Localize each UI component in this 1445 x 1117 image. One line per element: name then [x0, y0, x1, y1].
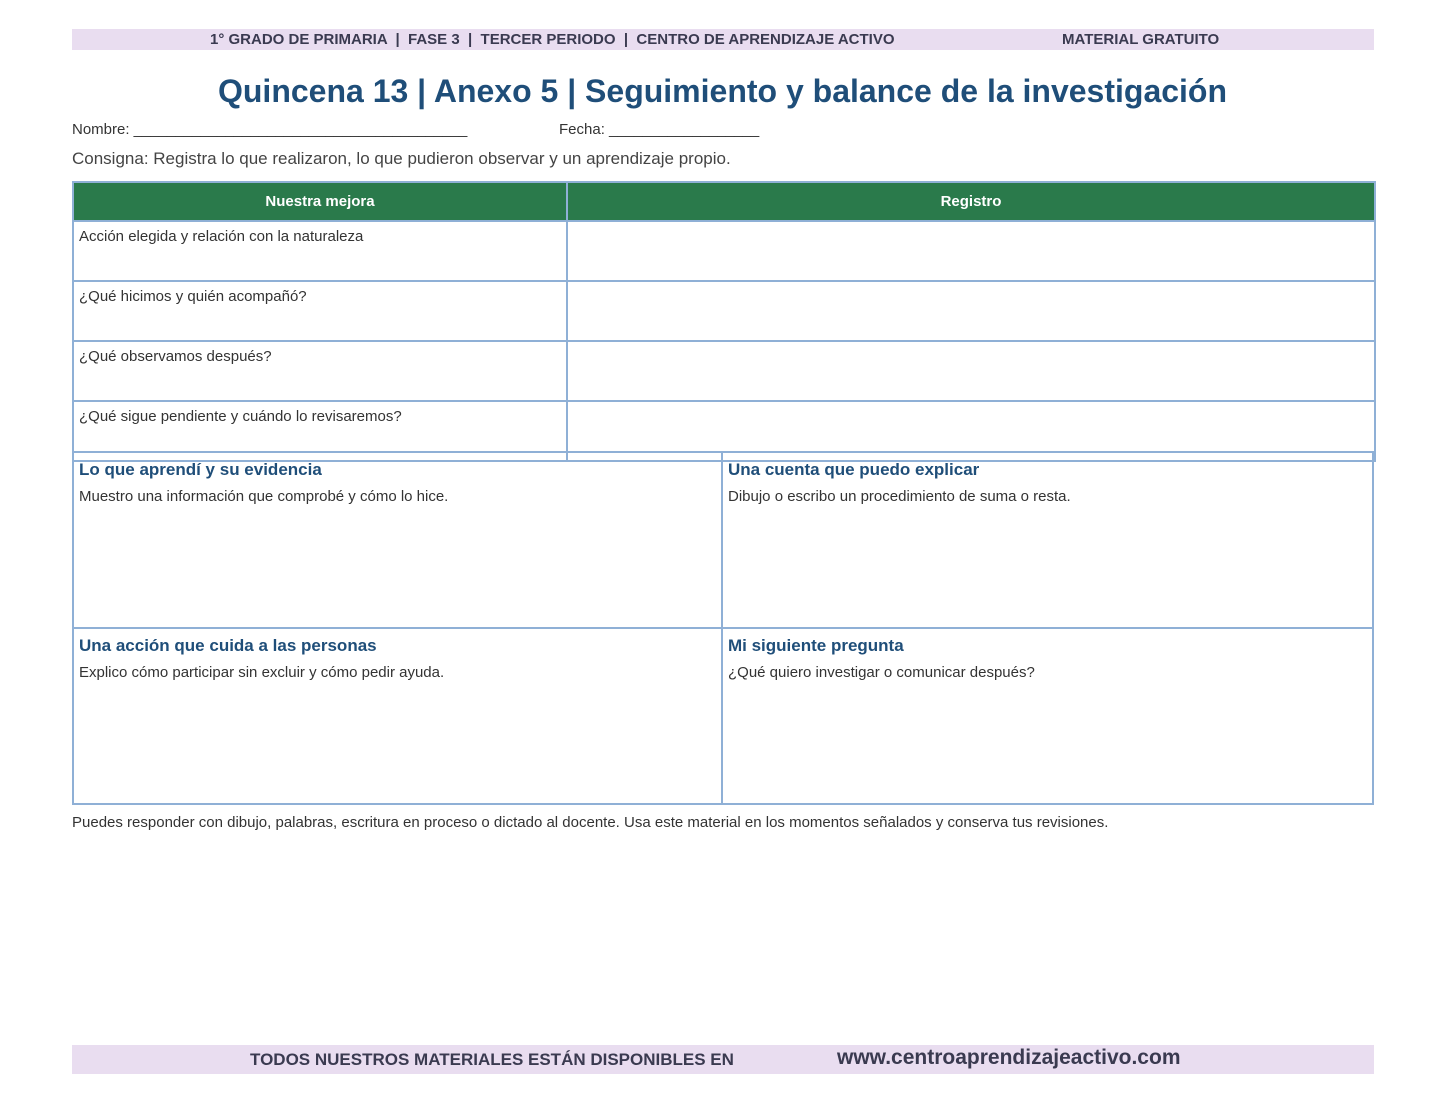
tracking-table	[72, 181, 1376, 462]
box-learned-evidence[interactable]	[74, 453, 723, 629]
table-row	[73, 221, 1375, 281]
registro-cell[interactable]	[567, 281, 1375, 341]
footer-band	[72, 1045, 1374, 1074]
row-label: ¿Qué hicimos y quién acompañó?	[73, 281, 567, 341]
registro-cell[interactable]	[567, 341, 1375, 401]
box-heading: Mi siguiente pregunta	[728, 636, 904, 655]
column-header-mejora: Nuestra mejora	[73, 182, 567, 221]
name-field[interactable]: Nombre: ________________________________________	[72, 121, 468, 138]
box-care-action[interactable]	[74, 629, 723, 803]
page-title: Quincena 13 | Anexo 5 | Seguimiento y balance de la investigación	[217, 73, 1228, 109]
instruction-text: Consigna: Registra lo que realizaron, lo que pudieron observar y un aprendizaje propio.	[72, 149, 731, 168]
column-header-registro: Registro	[567, 182, 1375, 221]
box-heading: Lo que aprendí y su evidencia	[79, 460, 322, 479]
header-band	[72, 29, 1374, 50]
box-text: Dibujo o escribo un procedimiento de suma o resta.	[728, 488, 1071, 505]
footer-note: Puedes responder con dibujo, palabras, escritura en proceso o dictado al docente. Usa este material en los momentos señalados y conserva tus revisiones.	[72, 814, 1109, 831]
row-label: ¿Qué observamos después?	[73, 341, 567, 401]
box-text: ¿Qué quiero investigar o comunicar después?	[728, 664, 1035, 681]
row-label: Acción elegida y relación con la naturaleza	[73, 221, 567, 281]
header-free-label: MATERIAL GRATUITO	[1062, 31, 1220, 48]
footer-availability-text: TODOS NUESTROS MATERIALES ESTÁN DISPONIBLES EN	[250, 1050, 734, 1069]
table-row	[73, 281, 1375, 341]
table-header-row	[73, 182, 1375, 221]
box-text: Muestro una información que comprobé y cómo lo hice.	[79, 488, 449, 505]
date-field[interactable]: Fecha: __________________	[559, 121, 760, 138]
box-text: Explico cómo participar sin excluir y cómo pedir ayuda.	[79, 664, 445, 681]
footer-url-link[interactable]: www.centroaprendizajeactivo.com	[837, 1046, 1181, 1069]
box-math-explain[interactable]	[723, 453, 1372, 629]
row-label: ¿Qué sigue pendiente y cuándo lo revisaremos?	[73, 401, 567, 461]
box-heading: Una cuenta que puedo explicar	[728, 460, 980, 479]
registro-cell[interactable]	[567, 221, 1375, 281]
reflection-grid	[72, 451, 1374, 805]
box-next-question[interactable]	[723, 629, 1372, 803]
box-heading: Una acción que cuida a las personas	[79, 636, 377, 655]
table-row	[73, 341, 1375, 401]
header-info: 1° GRADO DE PRIMARIA | FASE 3 | TERCER PERIODO | CENTRO DE APRENDIZAJE ACTIVO	[210, 31, 895, 48]
